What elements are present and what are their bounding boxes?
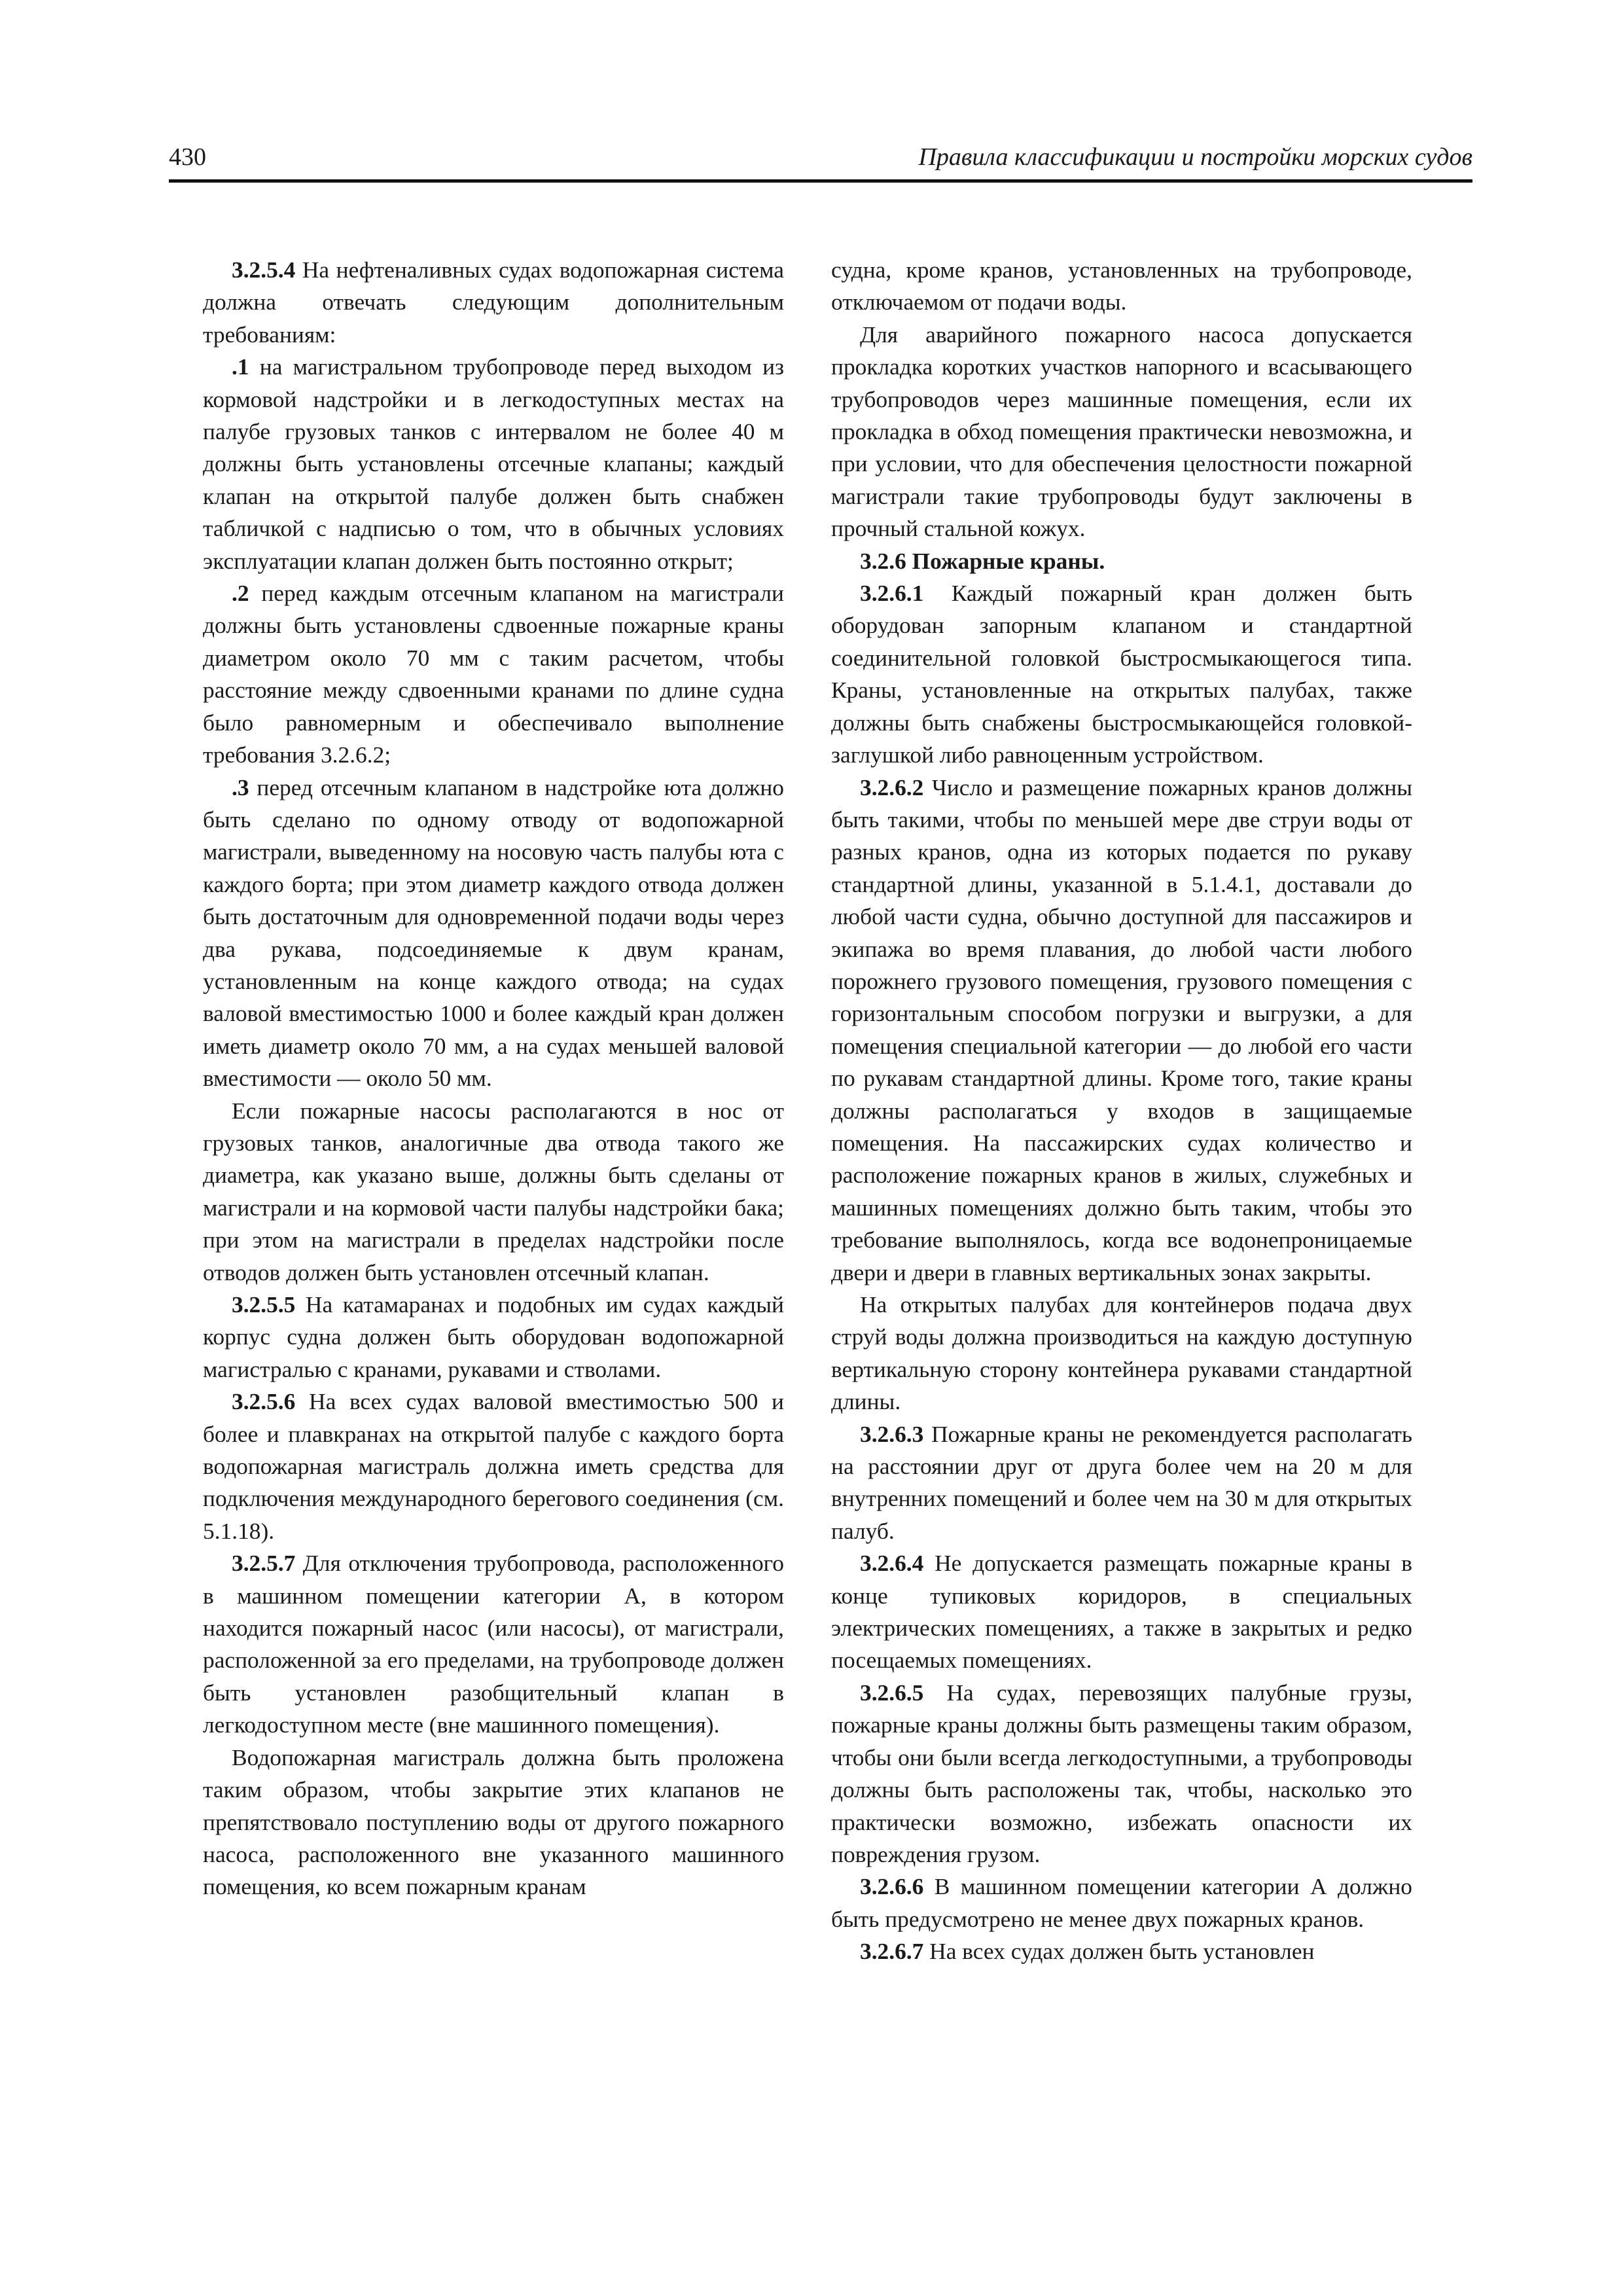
paragraph	[203, 577, 784, 771]
clause-number: 3.2.6.6	[860, 1873, 924, 1900]
paragraph	[831, 772, 1412, 1289]
paragraph-text: На всех судах валовой вместимостью 500 и более и плавкранах на открытой палубе с каждого борта водопожарная магистраль должна иметь средства для подключения международного берегового соединения (см. 5.1.18).	[203, 1388, 784, 1544]
clause-number: 3.2.6.2	[860, 774, 924, 800]
clause-number: .1	[232, 353, 249, 380]
clause-number: 3.2.6.7	[860, 1938, 924, 1965]
paragraph-text: на магистральном трубопроводе перед выходом из кормовой надстройки и в легкодоступных местах на палубе грузовых танков с интервалом не более 40 м должны быть установлены отсечные клапаны; каждый клапан на открытой палубе должен быть снабжен табличкой с надписью о том, что в обычных условиях эксплуатации клапан должен быть постоянно открыт;	[203, 353, 784, 574]
paragraph	[203, 1547, 784, 1741]
clause-number: 3.2.5.7	[232, 1550, 296, 1577]
paragraph	[831, 1289, 1412, 1418]
paragraph-text: Число и размещение пожарных кранов должны быть такими, чтобы по меньшей мере две струи воды от разных кранов, одна из которых подается по рукаву стандартной длины, указанной в 5.1.4.1, доставали до любой части судна, обычно доступной для пассажиров и экипажа во время плавания, до любой части любого порожнего грузового помещения, грузового помещения с горизонтальным способом погрузки и выгрузки, а для помещения специальной категории — до любой его части по рукавам стандартной длины. Кроме того, такие краны должны располагаться у входов в защищаемые помещения. На пассажирских судах количество и расположение пожарных кранов в жилых, служебных и машинных помещениях должно быть таким, чтобы это требование выполнялось, когда все водонепроницаемые двери и двери в главных вертикальных зонах закрыты.	[831, 774, 1412, 1285]
right-column	[831, 254, 1412, 1968]
paragraph	[203, 772, 784, 1095]
paragraph	[203, 1742, 784, 1903]
left-column	[203, 254, 784, 1903]
paragraph-text: судна, кроме кранов, установленных на трубопроводе, отключаемом от подачи воды.	[831, 257, 1412, 315]
paragraph-text: Не допускается размещать пожарные краны в конце тупиковых коридоров, в специальных электрических помещениях, а также в закрытых и редко посещаемых помещениях.	[831, 1550, 1412, 1674]
paragraph	[831, 577, 1412, 771]
paragraph-text: Для отключения трубопровода, расположенного в машинном помещении категории А, в котором находится пожарный насос (или насосы), от магистрали, расположенной за его пределами, на трубопроводе должен быть установлен разобщительный клапан в легкодоступном месте (вне машинного помещения).	[203, 1550, 784, 1738]
paragraph	[831, 254, 1412, 319]
paragraph-text: На нефтеналивных судах водопожарная система должна отвечать следующим дополнительным требованиям:	[203, 257, 784, 348]
clause-number: 3.2.5.5	[232, 1291, 296, 1318]
paragraph	[203, 1289, 784, 1386]
paragraph-text: На судах, перевозящих палубные грузы, пожарные краны должны быть размещены таким образом, чтобы они были всегда легкодоступными, а трубопроводы должны быть расположены так, чтобы, насколько это практически возможно, избежать опасности их повреждения грузом.	[831, 1679, 1412, 1867]
paragraph	[831, 1935, 1412, 1967]
paragraph-text: перед отсечным клапаном в надстройке юта должно быть сделано по одному отводу от водопожарной магистрали, выведенному на носовую часть палубы юта с каждого борта; при этом диаметр каждого отвода должен быть достаточным для одновременной подачи воды через два рукава, подсоединяемые к двум кранам, установленным на конце каждого отвода; на судах валовой вместимостью 1000 и более каждый кран должен иметь диаметр около 70 мм, а на судах меньшей валовой вместимости — около 50 мм.	[203, 774, 784, 1092]
paragraph	[203, 351, 784, 577]
page-number: 430	[169, 143, 206, 171]
clause-number: 3.2.5.4	[232, 257, 296, 283]
paragraph	[203, 1095, 784, 1289]
running-title: Правила классификации и постройки морских судов	[918, 143, 1472, 171]
page-header	[169, 143, 1472, 183]
clause-number: 3.2.6.4	[860, 1550, 924, 1577]
clause-number: 3.2.6.3	[860, 1420, 924, 1447]
paragraph	[831, 1677, 1412, 1871]
paragraph-text: В машинном помещении категории А должно быть предусмотрено не менее двух пожарных кранов.	[831, 1873, 1412, 1932]
paragraph-text: Для аварийного пожарного насоса допускается прокладка коротких участков напорного и всасывающего трубопроводов через машинные помещения, если их прокладка в обход помещения практически невозможна, и при условии, что для обеспечения целостности пожарной магистрали такие трубопроводы будут заключены в прочный стальной кожух.	[831, 321, 1412, 542]
clause-number: 3.2.5.6	[232, 1388, 296, 1415]
paragraph	[831, 1547, 1412, 1677]
paragraph	[203, 254, 784, 351]
clause-number: .2	[232, 580, 249, 607]
paragraph-text: На всех судах должен быть установлен	[923, 1938, 1315, 1965]
paragraph	[831, 1871, 1412, 1935]
clause-number: .3	[232, 774, 249, 800]
paragraph-text: перед каждым отсечным клапаном на магистрали должны быть установлены сдвоенные пожарные краны диаметром около 70 мм с таким расчетом, чтобы расстояние между сдвоенными кранами по длине судна было равномерным и обеспечивало выполнение требования 3.2.6.2;	[203, 580, 784, 768]
paragraph-text: Водопожарная магистраль должна быть проложена таким образом, чтобы закрытие этих клапанов не препятствовало поступлению воды от другого пожарного насоса, расположенного вне указанного машинного помещения, ко всем пожарным кранам	[203, 1744, 784, 1900]
paragraph	[831, 1418, 1412, 1548]
clause-number: 3.2.6.5	[860, 1679, 924, 1706]
paragraph-text: На открытых палубах для контейнеров подача двух струй воды должна производиться на каждую доступную вертикальную сторону контейнера рукавами стандартной длины.	[831, 1291, 1412, 1415]
paragraph-text: На катамаранах и подобных им судах каждый корпус судна должен быть оборудован водопожарной магистралью с кранами, рукавами и стволами.	[203, 1291, 784, 1382]
clause-number: 3.2.6.1	[860, 580, 924, 607]
paragraph-text: Если пожарные насосы располагаются в нос от грузовых танков, аналогичные два отвода такого же диаметра, как указано выше, должны быть сделаны от магистрали и на кормовой части палубы надстройки бака; при этом на магистрали в пределах надстройки после отводов должен быть установлен отсечный клапан.	[203, 1097, 784, 1285]
paragraph-text: Каждый пожарный кран должен быть оборудован запорным клапаном и стандартной соединительной головкой быстросмыкающегося типа. Краны, установленные на открытых палубах, также должны быть снабжены быстросмыкающейся головкой-заглушкой либо равноценным устройством.	[831, 580, 1412, 768]
paragraph	[203, 1386, 784, 1547]
paragraph	[831, 319, 1412, 545]
section-heading	[831, 545, 1412, 577]
paragraph-text: Пожарные краны не рекомендуется располагать на расстоянии друг от друга более чем на 20 м для внутренних помещений и более чем на 30 м для открытых палуб.	[831, 1420, 1412, 1544]
section-title: 3.2.6 Пожарные краны.	[860, 547, 1105, 574]
